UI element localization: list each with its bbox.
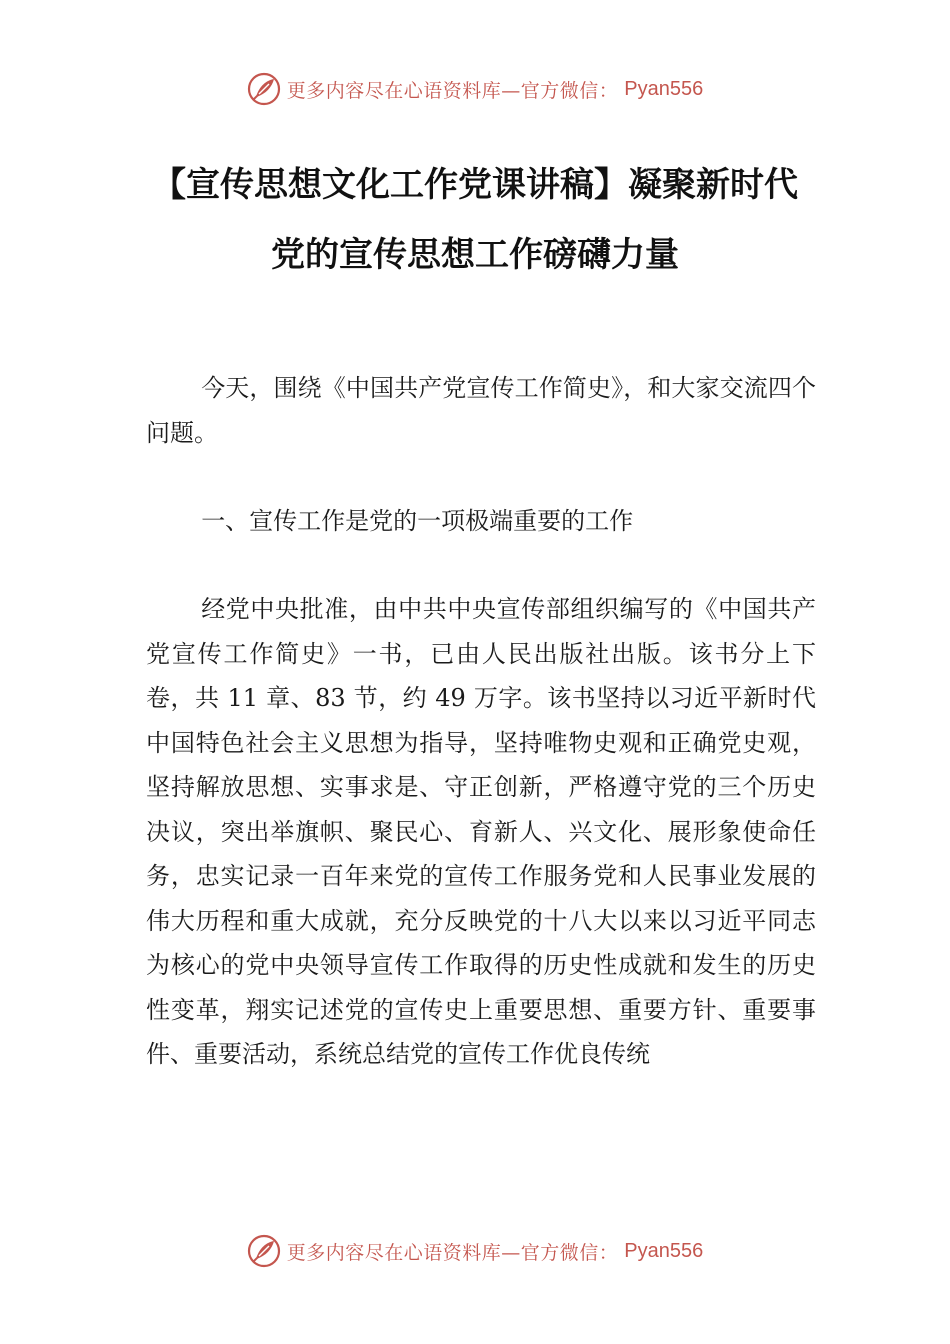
section-heading-1: 一、宣传工作是党的一项极端重要的工作 [201,507,634,535]
section-heading-block [146,499,816,544]
title-line-2: 党的宣传思想工作磅礴力量 [271,235,679,275]
body-section [146,587,816,1077]
intro-paragraph: 今天，围绕《中国共产党宣传工作简史》，和大家交流四个问题。 [146,374,816,447]
wechat-id: Pyan556 [624,1239,704,1262]
title-line-1: 【宣传思想文化工作党课讲稿】凝聚新时代 [152,165,798,205]
banner-text: 更多内容尽在心语资料库—官方微信： [286,79,619,102]
page-title [0,150,950,290]
wechat-id: Pyan556 [624,77,704,100]
banner-text: 更多内容尽在心语资料库—官方微信： [286,1241,619,1264]
footer-banner [0,1234,950,1268]
leaf-logo-icon [247,1234,281,1268]
body-paragraph-1: 经党中央批准，由中共中央宣传部组织编写的《中国共产党宣传工作简史》一书，已由人民出版社出版。该书分上下卷，共 11 章、83 节，约 49 万字。该书坚持以习近平新时代中国特色社会主义思想为指导，坚持唯物史观和正确党史观，坚持解放思想、实事求是、守正创新，严格遵守党的三个历史决议，突出举旗帜、聚民心、育新人、兴文化、展形象使命任务，忠实记录一百年来党的宣传工作服务党和人民事业发展的伟大历程和重大成就，充分反映党的十八大以来以习近平同志为核心的党中央领导宣传工作取得的历史性成就和发生的历史性变革，翔实记述党的宣传史上重要思想、重要方针、重要事件、重要活动，系统总结党的宣传工作优良传统 [146,595,816,1068]
intro-section [146,366,816,455]
header-banner [0,72,950,106]
leaf-logo-icon [247,72,281,106]
